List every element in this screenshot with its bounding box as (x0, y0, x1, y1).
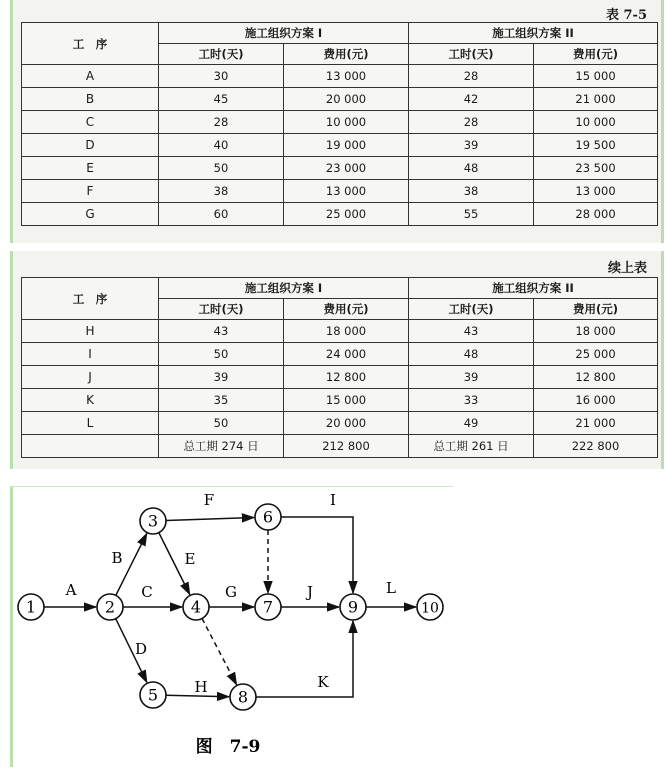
event-node-1 (18, 594, 44, 620)
days-plan-1-cell: 50 (159, 412, 284, 435)
header-cost: 费用(元) (284, 299, 409, 320)
activity-label-d: D (134, 640, 148, 658)
header-plan-1: 施工组织方案 I (159, 278, 409, 299)
activity-label-k: K (317, 673, 329, 691)
table-row (22, 366, 658, 389)
cost-plan-1-cell: 15 000 (284, 389, 409, 412)
days-plan-2-cell: 55 (409, 203, 534, 226)
cost-plan-2-cell: 21 000 (534, 88, 658, 111)
days-plan-2-cell: 38 (409, 180, 534, 203)
days-plan-1-cell: 35 (159, 389, 284, 412)
cost-table-1 (21, 22, 658, 226)
node-label: 3 (147, 511, 159, 531)
table-panel-2 (10, 251, 664, 469)
days-plan-2-cell: 33 (409, 389, 534, 412)
process-cell: E (22, 157, 159, 180)
days-plan-1-cell: 40 (159, 134, 284, 157)
cost-plan-1-cell: 10 000 (284, 111, 409, 134)
cost-plan-2-cell: 15 000 (534, 65, 658, 88)
activity-label-b: B (111, 549, 123, 567)
process-cell: I (22, 343, 159, 366)
table-panel-1 (10, 0, 664, 243)
node-label: 9 (347, 597, 359, 617)
cost-plan-2-cell: 28 000 (534, 203, 658, 226)
cost-plan-1-cell: 20 000 (284, 88, 409, 111)
process-cell: A (22, 65, 159, 88)
process-cell: B (22, 88, 159, 111)
node-label: 6 (262, 507, 274, 527)
days-plan-2-cell: 28 (409, 65, 534, 88)
header-plan-1: 施工组织方案 I (159, 23, 409, 44)
days-plan-2-cell: 42 (409, 88, 534, 111)
table-row (22, 65, 658, 88)
days-plan-1-cell: 50 (159, 157, 284, 180)
cost-plan-1-cell: 18 000 (284, 320, 409, 343)
days-plan-1-cell: 45 (159, 88, 284, 111)
activity-label-l: L (386, 579, 396, 597)
cost-plan-2-cell: 16 000 (534, 389, 658, 412)
days-plan-2-cell: 28 (409, 111, 534, 134)
cost-plan-2-cell: 18 000 (534, 320, 658, 343)
days-plan-2-cell: 48 (409, 343, 534, 366)
activity-arrow-i (281, 517, 353, 593)
activity-arrow-k (256, 621, 353, 697)
activity-label-h: H (194, 678, 208, 696)
cost-plan-1-cell: 12 800 (284, 366, 409, 389)
node-label: 4 (190, 597, 202, 617)
header-days: 工时(天) (159, 299, 284, 320)
header-cost: 费用(元) (284, 44, 409, 65)
cost-plan-2-cell: 19 500 (534, 134, 658, 157)
activity-arrow-f (166, 517, 254, 520)
node-label: 1 (25, 597, 37, 617)
cost-plan-1-cell: 13 000 (284, 180, 409, 203)
event-node-4 (183, 594, 209, 620)
total-row (22, 435, 658, 458)
header-cost: 费用(元) (534, 299, 658, 320)
days-plan-2-cell: 43 (409, 320, 534, 343)
header-plan-2: 施工组织方案 II (409, 278, 658, 299)
header-cost: 费用(元) (534, 44, 658, 65)
cost-plan-2-cell: 25 000 (534, 343, 658, 366)
event-node-7 (255, 594, 281, 620)
node-label: 10 (421, 600, 439, 617)
table-caption: 表 7-5 (605, 8, 647, 23)
process-cell: F (22, 180, 159, 203)
process-cell: H (22, 320, 159, 343)
days-plan-2-cell: 48 (409, 157, 534, 180)
figure-caption: 图 7-9 (195, 737, 261, 757)
days-plan-1-cell: 39 (159, 366, 284, 389)
total-days-plan-1: 总工期 274 日 (159, 435, 284, 458)
activity-label-i: I (330, 491, 336, 509)
total-cost-plan-2: 222 800 (534, 435, 658, 458)
total-cost-plan-1: 212 800 (284, 435, 409, 458)
cost-plan-2-cell: 12 800 (534, 366, 658, 389)
total-days-plan-2: 总工期 261 日 (409, 435, 534, 458)
activity-label-g: G (225, 583, 237, 601)
node-label: 2 (104, 597, 116, 617)
activity-label-f: F (203, 491, 215, 509)
process-cell: J (22, 366, 159, 389)
event-node-10 (417, 594, 443, 620)
header-process: 工 序 (22, 23, 159, 65)
cost-plan-1-cell: 24 000 (284, 343, 409, 366)
node-label: 7 (262, 597, 274, 617)
table-row (22, 320, 658, 343)
days-plan-1-cell: 60 (159, 203, 284, 226)
header-days: 工时(天) (159, 44, 284, 65)
total-process (22, 435, 159, 458)
cost-plan-1-cell: 19 000 (284, 134, 409, 157)
table-row (22, 111, 658, 134)
process-cell: C (22, 111, 159, 134)
cost-plan-1-cell: 20 000 (284, 412, 409, 435)
days-plan-1-cell: 28 (159, 111, 284, 134)
cost-plan-1-cell: 25 000 (284, 203, 409, 226)
table-row (22, 389, 658, 412)
days-plan-2-cell: 39 (409, 134, 534, 157)
cost-plan-2-cell: 23 500 (534, 157, 658, 180)
activity-label-j: J (306, 583, 314, 601)
cost-plan-1-cell: 13 000 (284, 65, 409, 88)
node-label: 5 (147, 685, 159, 705)
days-plan-1-cell: 38 (159, 180, 284, 203)
cost-plan-2-cell: 13 000 (534, 180, 658, 203)
header-days: 工时(天) (409, 44, 534, 65)
dummy-arrow-4-8 (202, 619, 237, 685)
days-plan-1-cell: 30 (159, 65, 284, 88)
table-caption: 续上表 (607, 261, 647, 276)
process-cell: L (22, 412, 159, 435)
header-plan-2: 施工组织方案 II (409, 23, 658, 44)
event-node-8 (230, 684, 256, 710)
table-row (22, 203, 658, 226)
table-row (22, 343, 658, 366)
table-row (22, 134, 658, 157)
activity-label-a: A (65, 581, 77, 599)
header-process: 工 序 (22, 278, 159, 320)
activity-label-c: C (141, 583, 153, 601)
process-cell: G (22, 203, 159, 226)
days-plan-2-cell: 49 (409, 412, 534, 435)
network-diagram (13, 487, 453, 767)
event-node-3 (140, 508, 166, 534)
event-node-2 (97, 594, 123, 620)
event-node-9 (340, 594, 366, 620)
process-cell: D (22, 134, 159, 157)
network-diagram-panel (10, 486, 453, 767)
table-row (22, 412, 658, 435)
cost-table-2 (21, 277, 658, 458)
event-node-6 (255, 504, 281, 530)
process-cell: K (22, 389, 159, 412)
cost-plan-2-cell: 10 000 (534, 111, 658, 134)
node-label: 8 (237, 687, 249, 707)
table-row (22, 88, 658, 111)
cost-plan-2-cell: 21 000 (534, 412, 658, 435)
event-node-5 (140, 682, 166, 708)
days-plan-2-cell: 39 (409, 366, 534, 389)
table-row (22, 157, 658, 180)
activity-label-e: E (184, 550, 196, 568)
days-plan-1-cell: 50 (159, 343, 284, 366)
table-row (22, 180, 658, 203)
days-plan-1-cell: 43 (159, 320, 284, 343)
cost-plan-1-cell: 23 000 (284, 157, 409, 180)
header-days: 工时(天) (409, 299, 534, 320)
